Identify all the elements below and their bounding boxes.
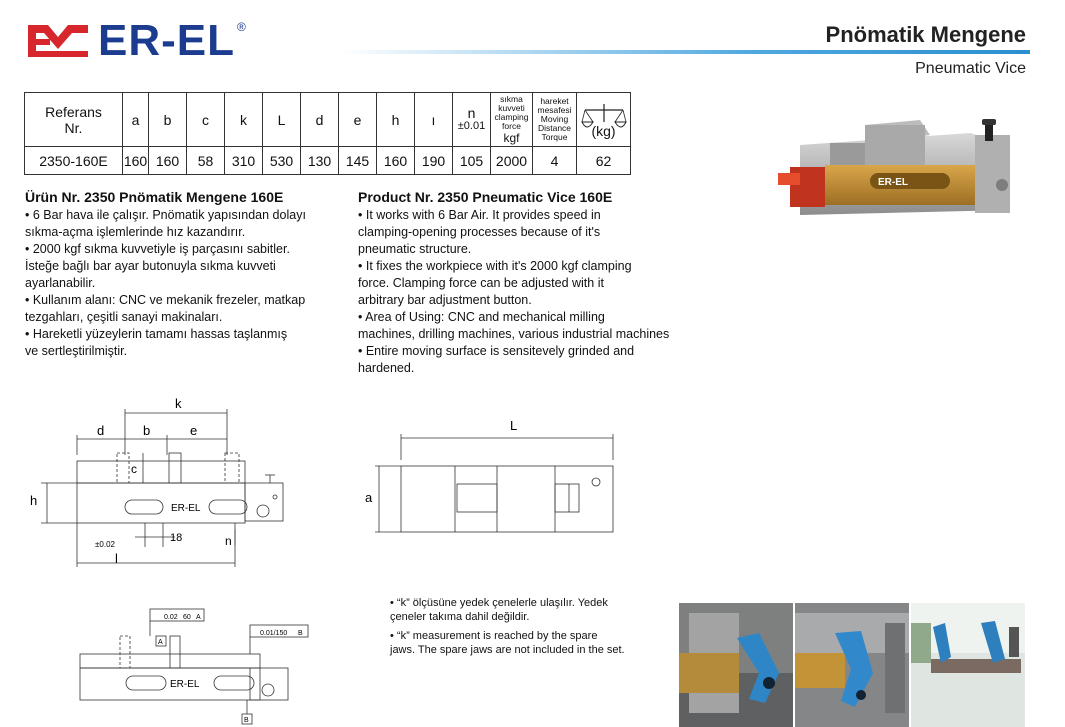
- dim-b: b: [143, 423, 151, 438]
- tol-flat-len: 60: [183, 614, 191, 621]
- value-d: 130: [301, 147, 339, 175]
- dim-e: e: [190, 423, 198, 438]
- desc-en-line: arbitrary bar adjustment button.: [358, 293, 532, 307]
- vice-product-photo: [770, 115, 1025, 225]
- header-d: d: [301, 93, 339, 147]
- header-weight-label: (kg): [591, 123, 616, 139]
- header-b: b: [149, 93, 187, 147]
- desc-en-line: • It works with 6 Bar Air. It provides speed in: [358, 208, 601, 222]
- desc-tr-line: • 6 Bar hava ile çalışır. Pnömatik yapısından dolayı: [25, 208, 306, 222]
- desc-tr-line: • Kullanım alanı: CNC ve mekanik frezeler, matkap: [25, 293, 306, 307]
- datum-a: A: [158, 639, 163, 646]
- desc-en-line: machines, drilling machines, various industrial machines: [358, 327, 670, 341]
- description-tr-title: Ürün Nr. 2350 Pnömatik Mengene 160E: [25, 189, 284, 205]
- page-title-en: Pneumatic Vice: [915, 60, 1026, 77]
- note-en-line: • “k” measurement is reached by the spare: [390, 630, 598, 642]
- desc-tr-line: ayarlanabilir.: [25, 276, 96, 290]
- value-a: 160: [123, 147, 149, 175]
- drawing-brand-1: ER-EL: [171, 503, 201, 514]
- header-i: ı: [415, 93, 453, 147]
- desc-tr-line: ve sertleştirilmiştir.: [25, 344, 128, 358]
- header-L: L: [263, 93, 301, 147]
- drawing-brand-2: ER-EL: [170, 679, 200, 690]
- dim-n: n: [225, 534, 232, 548]
- page-title-tr: Pnömatik Mengene: [825, 22, 1026, 47]
- erel-logo-icon: [26, 21, 90, 61]
- dim-tol: ±0.02: [95, 540, 115, 549]
- header-n-tol: ±0.01: [457, 119, 486, 132]
- spec-table: [24, 92, 631, 175]
- top-view-drawing: [355, 410, 635, 540]
- description-en-title: Product Nr. 2350 Pneumatic Vice 160E: [358, 189, 613, 205]
- value-L: 530: [263, 147, 301, 175]
- desc-tr-line: • 2000 kgf sıkma kuvvetiyle iş parçasını sabitler.: [25, 242, 290, 256]
- header-force-unit: kgf: [503, 130, 520, 145]
- header-move-tr: hareket mesafesi: [537, 96, 572, 115]
- header-ref-label: Referans Nr.: [45, 103, 102, 136]
- header-divider: [340, 50, 1030, 54]
- tol-flat: 0.02: [164, 614, 178, 621]
- value-move: 4: [533, 147, 577, 175]
- note-tr-line: • “k” ölçüsüne yedek çenelerle ulaşılır. Yedek: [390, 597, 608, 609]
- value-h: 160: [377, 147, 415, 175]
- description-en: [358, 189, 718, 377]
- desc-en-line: • Area of Using: CNC and mechanical milling: [358, 310, 605, 324]
- value-b: 160: [149, 147, 187, 175]
- header-force: [491, 93, 533, 147]
- application-photo-3: [911, 603, 1025, 727]
- header-move: [533, 93, 577, 147]
- value-i: 190: [415, 147, 453, 175]
- tol-datum-a-ref: A: [196, 614, 201, 621]
- value-k: 310: [225, 147, 263, 175]
- tol-perp: 0.01/150: [260, 630, 288, 637]
- spare-jaw-note: [390, 597, 670, 657]
- header-a: a: [123, 93, 149, 147]
- desc-tr-line: sıkma-açma işlemlerinde hız kazandırır.: [25, 225, 246, 239]
- value-ref: 2350-160E: [25, 147, 123, 175]
- desc-en-line: hardened.: [358, 361, 415, 375]
- note-en-line: jaws. The spare jaws are not included in the set.: [390, 643, 625, 656]
- header-c: c: [187, 93, 225, 147]
- dim-c: c: [131, 462, 137, 476]
- desc-en-line: pneumatic structure.: [358, 242, 472, 256]
- header-force-en: clamping force: [494, 111, 529, 131]
- dim-k: k: [175, 396, 182, 411]
- dim-d: d: [97, 423, 105, 438]
- dim-a: a: [365, 490, 373, 505]
- value-c: 58: [187, 147, 225, 175]
- datum-b: B: [244, 717, 249, 724]
- application-photo-1: [679, 603, 793, 727]
- value-force: 2000: [491, 147, 533, 175]
- brand-logo: [26, 16, 246, 65]
- dim-L: L: [510, 418, 518, 433]
- header-n-label: n: [467, 104, 476, 121]
- header-k: k: [225, 93, 263, 147]
- logo-text: ER-EL: [98, 16, 235, 65]
- desc-en-line: force. Clamping force can be adjusted with it: [358, 276, 604, 290]
- spec-value-row: [25, 147, 631, 175]
- value-n: 105: [453, 147, 491, 175]
- application-photo-2: [795, 603, 909, 727]
- dim-h: h: [30, 493, 38, 508]
- tolerance-drawing: [70, 606, 310, 727]
- value-e: 145: [339, 147, 377, 175]
- desc-tr-line: İsteğe bağlı bar ayar butonuyla sıkma kuvveti: [25, 259, 276, 273]
- header-weight: [577, 93, 631, 147]
- header-h: h: [377, 93, 415, 147]
- header-ref: [25, 93, 123, 147]
- photo-brand-label: ER-EL: [878, 177, 908, 188]
- desc-en-line: • Entire moving surface is sensitevely grinded and: [358, 344, 635, 358]
- side-view-drawing: [25, 395, 305, 575]
- header-move-torque: Torque: [541, 132, 568, 142]
- header-move-en: Moving Distance: [537, 114, 572, 133]
- dim-18: 18: [170, 532, 183, 544]
- registered-mark: ®: [237, 20, 246, 34]
- value-weight: 62: [577, 147, 631, 175]
- desc-en-line: clamping-opening processes because of it's: [358, 225, 601, 239]
- desc-tr-line: • Hareketli yüzeylerin tamamı hassas taşlanmış: [25, 327, 288, 341]
- header-n: [453, 93, 491, 147]
- desc-en-line: • It fixes the workpiece with it's 2000 kgf clamping: [358, 259, 632, 273]
- header-force-tr: sıkma kuvveti: [498, 93, 525, 113]
- dim-i: l: [115, 551, 118, 566]
- spec-header-row: [25, 93, 631, 147]
- tol-perp-ref: B: [298, 630, 303, 637]
- note-tr-line: çeneler takıma dahil değildir.: [390, 610, 530, 623]
- description-tr: [25, 189, 345, 360]
- header-e: e: [339, 93, 377, 147]
- desc-tr-line: tezgahları, çeşitli sanayi makinaları.: [25, 310, 223, 324]
